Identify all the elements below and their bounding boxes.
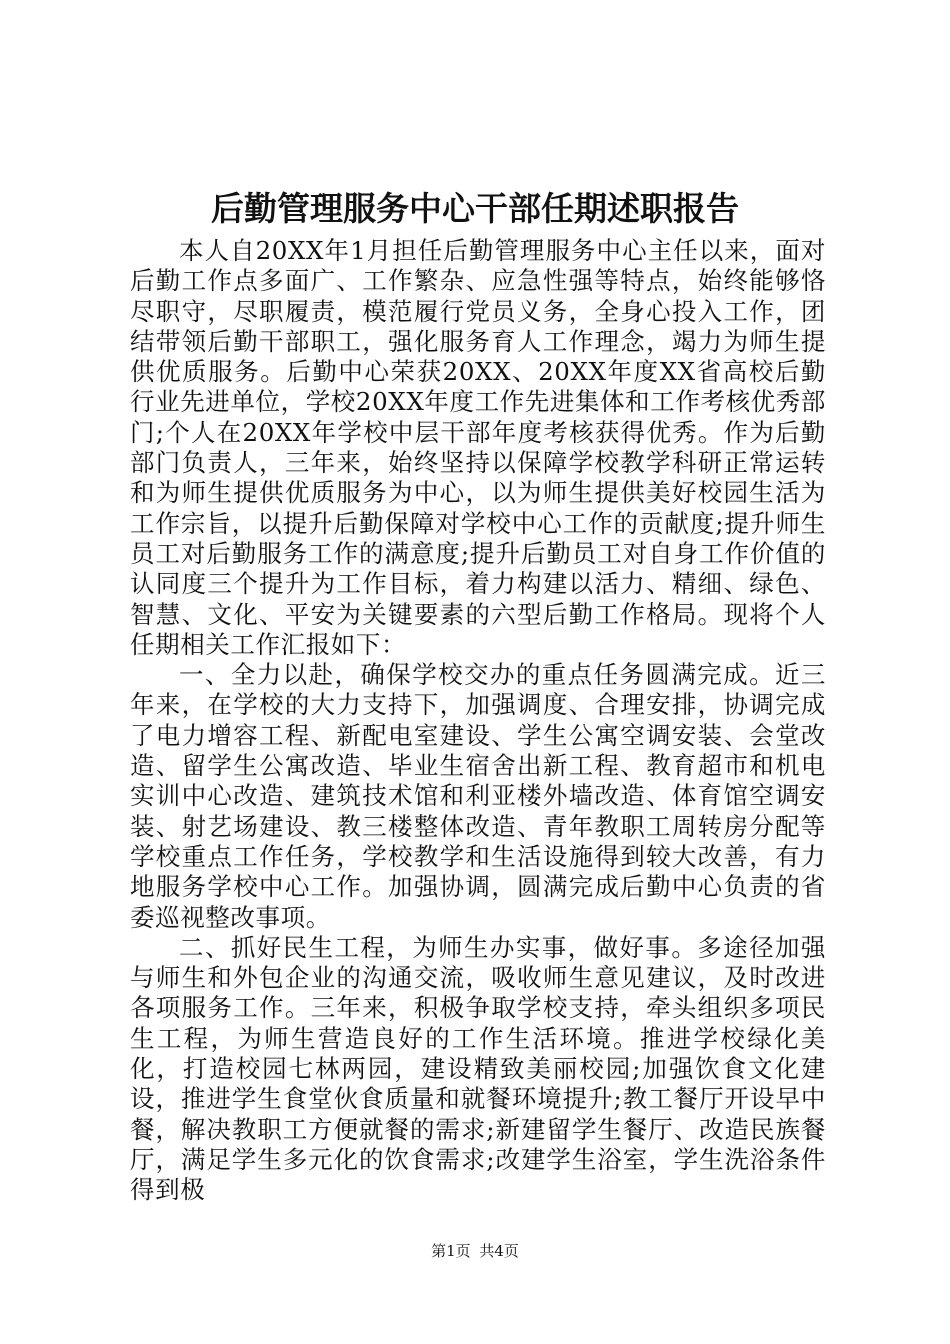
page-footer (0, 1241, 950, 1261)
document-title: 后勤管理服务中心干部任期述职报告 (211, 189, 739, 228)
document-body (130, 236, 826, 1206)
page-number: 第1页 (431, 1242, 471, 1260)
paragraph-intro: 本人自20XX年1月担任后勤管理服务中心主任以来，面对后勤工作点多面广、工作繁杂、应急性强等特点，始终能够恪尽职守，尽职履责，模范履行党员义务，全身心投入工作，团结带领后勤干部职工，强化服务育人工作理念，竭力为师生提供优质服务。后勤中心荣获20XX、20XX年度XX省高校后勤行业先进单位，学校20XX年度工作先进集体和工作考核优秀部门;个人在20XX年学校中层干部年度考核获得优秀。作为后勤部门负责人，三年来，始终坚持以保障学校教学科研正常运转和为师生提供优质服务为中心，以为师生提供美好校园生活为工作宗旨，以提升后勤保障对学校中心工作的贡献度;提升师生员工对后勤服务工作的满意度;提升后勤员工对自身工作价值的认同度三个提升为工作目标，着力构建以活力、精细、绿色、智慧、文化、平安为关键要素的六型后勤工作格局。现将个人任期相关工作汇报如下： (130, 236, 826, 659)
paragraph-section-2: 二、抓好民生工程，为师生办实事，做好事。多途径加强与师生和外包企业的沟通交流，吸收师生意见建议，及时改进各项服务工作。三年来，积极争取学校支持，牵头组织多项民生工程，为师生营造良好的工作生活环境。推进学校绿化美化，打造校园七林两园，建设精致美丽校园;加强饮食文化建设，推进学生食堂伙食质量和就餐环境提升;教工餐厅开设早中餐，解决教职工方便就餐的需求;新建留学生餐厅、改造民族餐厅，满足学生多元化的饮食需求;改建学生浴室，学生洗浴条件得到极 (130, 932, 826, 1205)
page-total: 共4页 (479, 1242, 519, 1260)
paragraph-section-1: 一、全力以赴，确保学校交办的重点任务圆满完成。近三年来，在学校的大力支持下，加强调度、合理安排，协调完成了电力增容工程、新配电室建设、学生公寓空调安装、会堂改造、留学生公寓改造、毕业生宿舍出新工程、教育超市和机电实训中心改造、建筑技术馆和利亚楼外墙改造、体育馆空调安装、射艺场建设、教三楼整体改造、青年教职工周转房分配等学校重点工作任务，学校教学和生活设施得到较大改善，有力地服务学校中心工作。加强协调，圆满完成后勤中心负责的省委巡视整改事项。 (130, 660, 826, 932)
